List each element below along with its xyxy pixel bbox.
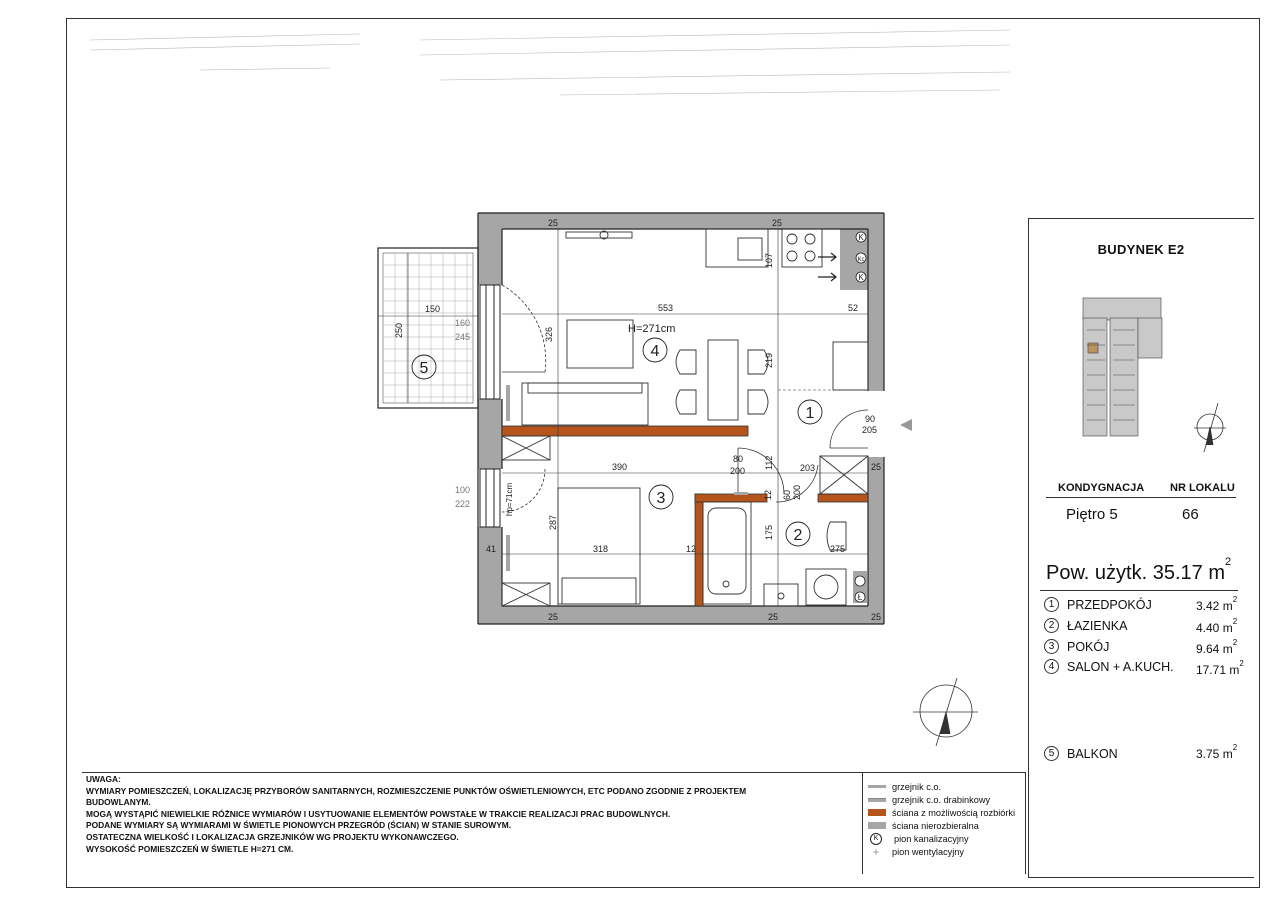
note-line: OSTATECZNA WIELKOŚĆ I LOKALIZACJA GRZEJNIKÓW WG PROJEKTU WYKONAWCZEGO. xyxy=(86,831,459,842)
room-row xyxy=(1044,618,1127,633)
total-area xyxy=(1046,556,1232,585)
dim-label: 25 xyxy=(768,612,779,622)
dim-label: hp=71cm xyxy=(505,482,514,516)
unit-header: NR LOKALU xyxy=(1170,482,1235,494)
structural-walls xyxy=(478,213,884,624)
dim-label: 112 xyxy=(764,455,774,470)
room-number-badge: 3 xyxy=(1044,639,1059,654)
radiator-line-icon xyxy=(868,785,886,788)
legend-item xyxy=(868,794,990,805)
sewer-riser-icon xyxy=(856,253,866,263)
note-line: MOGĄ WYSTĄPIĆ NIEWIELKIE RÓŻNICE WYMIARÓW I USYTUOWANIE ELEMENTÓW POWSTAŁE W TRAKCIE REALIZACJI PRAC BUDOWLNYCH. xyxy=(86,808,671,819)
room-area-exponent: 2 xyxy=(1232,595,1238,604)
removable-wall-swatch xyxy=(868,809,886,816)
legend-label: ściana nierozbieralna xyxy=(892,820,979,831)
room-markers xyxy=(412,338,822,546)
unit-value: 66 xyxy=(1182,506,1199,523)
floor-value: Piętro 5 xyxy=(1066,506,1118,523)
room-number: 4 xyxy=(650,343,660,360)
legend-label: pion kanalizacyjny xyxy=(894,834,969,844)
dim-label: 25 xyxy=(548,612,559,622)
room-area-exponent: 2 xyxy=(1232,743,1238,752)
dim-label: 205 xyxy=(862,425,878,435)
note-line: BUDOWLANYM. xyxy=(86,797,151,808)
room-number-badge: 4 xyxy=(1044,659,1059,674)
dim-label: 60 xyxy=(782,489,792,500)
room-number: 5 xyxy=(419,360,429,377)
dim-label: 390 xyxy=(612,462,628,472)
sewer-riser-icon xyxy=(853,571,867,603)
room-area-exponent: 2 xyxy=(1232,617,1238,626)
room-area xyxy=(1196,659,1244,677)
note-line: UWAGA: xyxy=(86,774,121,784)
dimension-lines xyxy=(378,229,868,606)
room-area-value: 3.75 m xyxy=(1196,747,1233,761)
note-line: WYMIARY POMIESZCZEŃ, LOKALIZACJĘ PRZYBORÓW SANITARNYCH, ROZMIESZCZENIE PUNKTÓW OŚWIETLENIOWYCH, ETC PODANO ZGODNIE Z PROJEKTEM xyxy=(86,785,747,796)
room-name: BALKON xyxy=(1067,746,1118,761)
dim-label: 553 xyxy=(658,303,674,313)
room-area-value: 3.42 m xyxy=(1196,599,1233,613)
compass-icon xyxy=(913,678,978,746)
structural-wall-swatch xyxy=(868,822,886,829)
dim-label: 245 xyxy=(455,332,471,342)
dim-label: 12 xyxy=(686,544,697,554)
dim-label: 100 xyxy=(455,485,471,495)
dim-label: 25 xyxy=(871,462,882,472)
room-number: 2 xyxy=(793,527,803,544)
building-title: BUDYNEK E2 xyxy=(1097,242,1185,257)
room-name: PRZEDPOKÓJ xyxy=(1067,597,1152,612)
info-panel xyxy=(1028,218,1254,878)
floor-header: KONDYGNACJA xyxy=(1058,482,1145,494)
note-line: PODANE WYMIARY SĄ WYMIARAMI W ŚWIETLE PIONOWYCH PRZEGRÓD (ŚCIAN) W STANIE SUROWYM. xyxy=(86,820,512,831)
room-area xyxy=(1196,617,1238,635)
dim-label: 200 xyxy=(792,484,802,500)
room-number: 3 xyxy=(656,490,666,507)
note-line: WYSOKOŚĆ POMIESZCZEŃ W ŚWIETLE H=271 CM. xyxy=(86,843,294,854)
dim-label: 25 xyxy=(548,218,559,228)
room-area xyxy=(1196,743,1238,761)
ladder-radiator-line-icon xyxy=(868,798,886,802)
wall-outlines xyxy=(478,213,884,624)
dim-label: 107 xyxy=(764,252,774,268)
radiators xyxy=(506,385,748,571)
balcony xyxy=(378,248,478,408)
dim-label: 12 xyxy=(763,489,773,500)
dim-label: 80 xyxy=(733,454,744,464)
room-area-value: 17.71 m xyxy=(1196,663,1240,677)
room-area-exponent: 2 xyxy=(1239,659,1244,668)
dim-label: 160 xyxy=(455,318,471,328)
svg-text:K: K xyxy=(858,273,864,282)
legend-label: ściana z możliwością rozbiórki xyxy=(892,807,1016,818)
room-name: SALON + A.KUCH. xyxy=(1067,659,1174,674)
room-row xyxy=(1044,597,1152,612)
legend-item xyxy=(868,820,979,831)
legend-label: grzejnik c.o. drabinkowy xyxy=(892,794,991,805)
dim-label: 25 xyxy=(772,218,783,228)
room-number-badge: 2 xyxy=(1044,618,1059,633)
ceiling-height-label: H=271cm xyxy=(628,323,676,335)
room-area xyxy=(1196,595,1238,613)
dim-label: 222 xyxy=(455,499,471,509)
svg-text:Ł: Ł xyxy=(857,593,863,602)
room-area-exponent: 2 xyxy=(1232,638,1238,647)
total-area-label: Pow. użytk. 35.17 m xyxy=(1046,562,1225,584)
vent-riser-icon: + xyxy=(872,845,880,859)
room-area-value: 4.40 m xyxy=(1196,621,1233,635)
room-area-value: 9.64 m xyxy=(1196,642,1233,656)
dim-label: 25 xyxy=(871,612,882,622)
room-number-badge: 5 xyxy=(1044,746,1059,761)
dim-label: 250 xyxy=(394,322,404,338)
dim-label: 41 xyxy=(486,544,497,554)
sewer-riser-icon xyxy=(856,272,866,282)
dim-label: 150 xyxy=(425,304,441,314)
faint-background-marks xyxy=(90,30,1010,95)
legend-item xyxy=(868,807,1015,818)
legend-label: grzejnik c.o. xyxy=(892,781,942,792)
room-row xyxy=(1044,746,1118,761)
dim-label: 175 xyxy=(764,524,774,540)
dim-label: 52 xyxy=(848,303,859,313)
dim-label: 203 xyxy=(800,463,816,473)
dim-label: 287 xyxy=(548,514,558,530)
dim-label: 275 xyxy=(830,544,846,554)
dim-label: 219 xyxy=(764,352,774,368)
dim-label: 200 xyxy=(730,466,746,476)
room-area xyxy=(1196,638,1238,656)
dim-label: 90 xyxy=(865,414,876,424)
svg-text:Kc: Kc xyxy=(857,257,865,263)
total-divider xyxy=(1040,590,1238,591)
legend-divider xyxy=(862,772,863,874)
room-row xyxy=(1044,639,1109,654)
door-swings xyxy=(502,285,868,512)
sewer-riser-icon xyxy=(856,232,866,242)
dim-label: 318 xyxy=(593,544,609,554)
dim-label: 326 xyxy=(544,326,554,342)
legend-item xyxy=(868,846,964,858)
svg-text:K: K xyxy=(858,233,864,242)
total-area-exponent: 2 xyxy=(1224,556,1232,568)
legend-item xyxy=(868,781,941,792)
legend-item xyxy=(868,833,969,845)
sewer-riser-icon: K xyxy=(870,833,882,845)
room-number-badge: 1 xyxy=(1044,597,1059,612)
room-name: ŁAZIENKA xyxy=(1067,618,1128,633)
notes xyxy=(86,774,846,855)
room-number: 1 xyxy=(805,405,815,422)
header-divider xyxy=(1046,497,1236,498)
legend-label: pion wentylacyjny xyxy=(892,847,965,857)
room-row xyxy=(1044,659,1174,674)
room-name: POKÓJ xyxy=(1067,639,1110,654)
